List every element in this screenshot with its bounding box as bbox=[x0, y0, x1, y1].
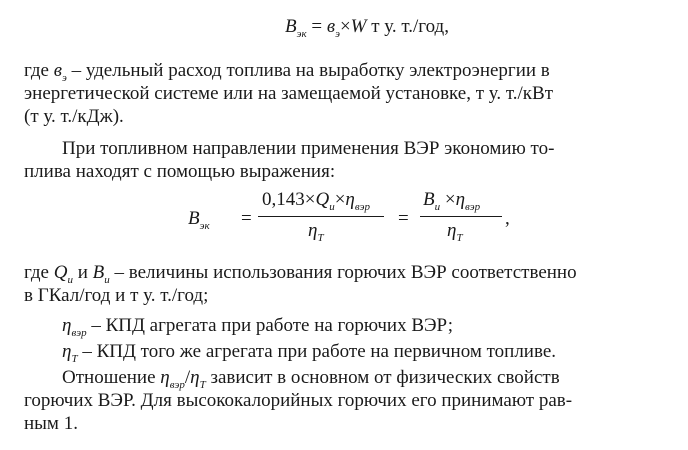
paragraph-line: в ГКал/год и т у. т./год; bbox=[24, 285, 209, 306]
fraction-bar bbox=[258, 216, 384, 217]
formula-equals: = bbox=[311, 16, 323, 37]
definition-line bbox=[62, 341, 556, 370]
fraction-bar bbox=[420, 216, 502, 217]
formula-subscript: вэр bbox=[71, 327, 87, 339]
formula-subscript: э bbox=[61, 72, 67, 84]
formula-var: η bbox=[308, 220, 318, 241]
formula-subscript: вэр bbox=[354, 201, 370, 213]
text-run: где bbox=[24, 60, 54, 81]
text-run: зависит в основном от физических свойств bbox=[205, 367, 560, 388]
paragraph-line: При топливном направлении применения ВЭР экономию то- bbox=[62, 138, 555, 159]
formula-subscript: Т bbox=[71, 353, 78, 365]
formula-var bbox=[188, 208, 210, 237]
text-run: – КПД того же агрегата при работе на первичном топливе. bbox=[77, 341, 557, 362]
formula-var: Q bbox=[315, 189, 330, 210]
paragraph-line: плива находят с помощью выражения: bbox=[24, 161, 336, 182]
text-run: Отношение bbox=[62, 367, 161, 388]
paragraph-line: ным 1. bbox=[24, 413, 78, 434]
text-run: где bbox=[24, 262, 54, 283]
fraction-denominator bbox=[447, 220, 463, 249]
formula-var: η bbox=[345, 189, 355, 210]
formula-var: в bbox=[326, 16, 336, 37]
formula-comma: , bbox=[505, 208, 510, 229]
text-run: и bbox=[72, 262, 93, 283]
formula-var: η bbox=[160, 367, 170, 388]
formula-var: η bbox=[62, 315, 72, 336]
formula-var: η bbox=[190, 367, 200, 388]
formula-subscript: э bbox=[335, 28, 340, 40]
formula-subscript: вэр bbox=[465, 201, 481, 213]
formula-subscript: эк bbox=[199, 220, 210, 232]
formula-times: × bbox=[339, 16, 351, 37]
text-run: / bbox=[184, 367, 191, 388]
formula-var: B bbox=[285, 16, 297, 37]
formula-var: B bbox=[92, 262, 105, 283]
fraction-numerator bbox=[262, 189, 370, 218]
formula-var: η bbox=[62, 341, 72, 362]
formula-subscript: и bbox=[104, 274, 110, 286]
text-run: 0,143× bbox=[262, 189, 316, 210]
formula-fuel-saving-electric bbox=[285, 16, 449, 45]
formula-equals: = bbox=[241, 208, 252, 229]
definition-line bbox=[62, 315, 453, 344]
formula-var: B bbox=[423, 189, 435, 210]
formula-var-letter: B bbox=[188, 208, 200, 229]
text-run: – величины использования горючих ВЭР соответственно bbox=[109, 262, 577, 283]
paragraph-line: (т у. т./кДж). bbox=[24, 106, 124, 127]
formula-subscript: Т bbox=[456, 232, 463, 244]
text-run: – удельный расход топлива на выработку электроэнергии в bbox=[66, 60, 550, 81]
formula-subscript: вэр bbox=[169, 379, 185, 391]
formula-times: × bbox=[440, 189, 456, 210]
formula-equals: = bbox=[398, 208, 409, 229]
text-run: – КПД агрегата при работе на горючих ВЭР; bbox=[86, 315, 454, 336]
formula-subscript: Т bbox=[199, 379, 206, 391]
formula-var: W bbox=[350, 16, 367, 37]
paragraph-line: энергетической системе или на замещаемой установке, т у. т./кВт bbox=[24, 83, 554, 104]
formula-var: в bbox=[53, 60, 62, 81]
formula-unit: т у. т./год, bbox=[371, 16, 449, 37]
formula-subscript: и bbox=[329, 201, 335, 213]
formula-var: Q bbox=[53, 262, 68, 283]
formula-subscript: Т bbox=[317, 232, 324, 244]
formula-times: × bbox=[334, 189, 346, 210]
paragraph-line: горючих ВЭР. Для высококалорийных горючих его принимают рав- bbox=[24, 390, 573, 411]
formula-var: η bbox=[447, 220, 457, 241]
fraction-numerator bbox=[423, 189, 480, 218]
formula-subscript: и bbox=[67, 274, 73, 286]
formula-subscript: эк bbox=[296, 28, 307, 40]
fraction-denominator bbox=[308, 220, 324, 249]
formula-subscript: и bbox=[434, 201, 441, 213]
formula-var: η bbox=[455, 189, 466, 210]
